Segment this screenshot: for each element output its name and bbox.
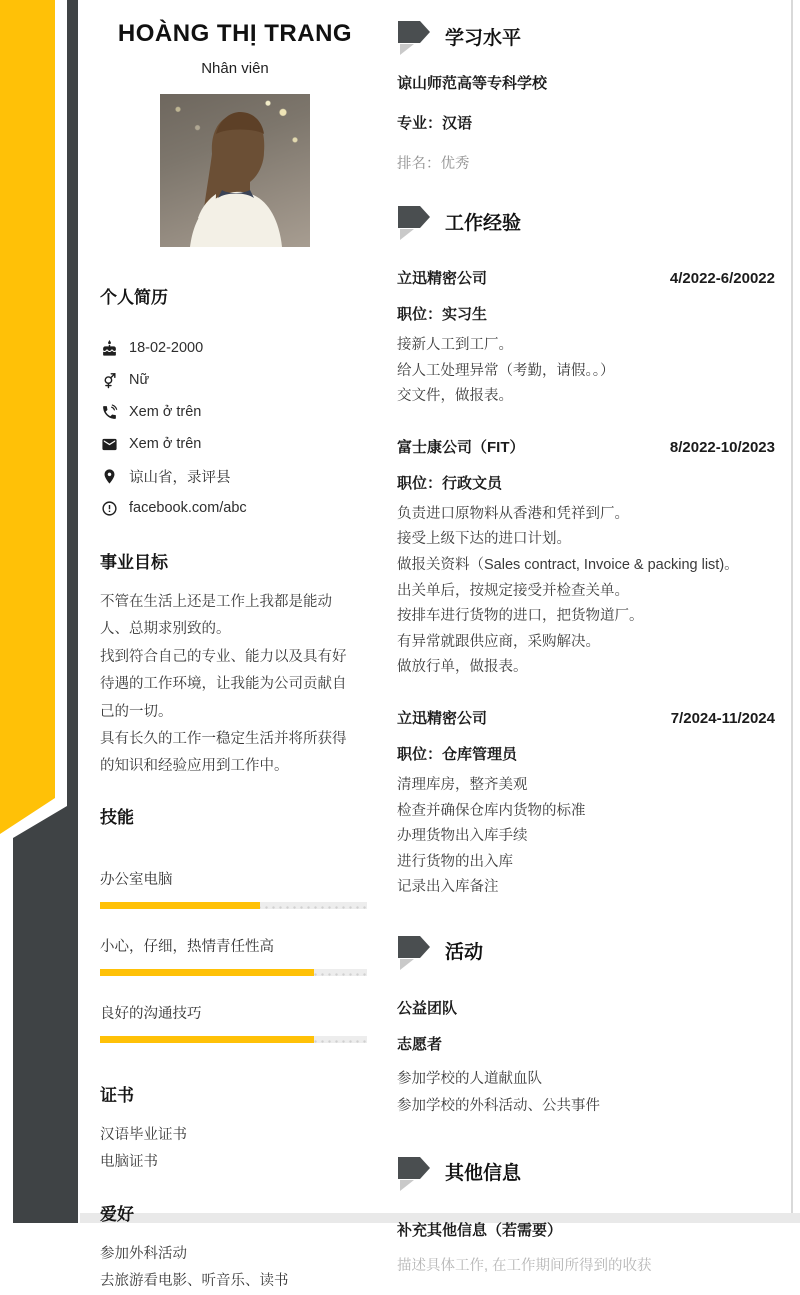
activity-role: 志愿者 <box>397 1035 443 1053</box>
activity-organization: 公益团队 <box>397 999 458 1017</box>
education-major: 专业：汉语 <box>397 115 473 132</box>
info-row-phone <box>100 396 370 428</box>
job-company: 富士康公司（FIT） <box>397 438 525 456</box>
job-position: 职位：实习生 <box>397 306 488 323</box>
job-company: 立迅精密公司 <box>397 270 488 287</box>
skill-bar <box>100 902 367 909</box>
job-position: 职位：仓库管理员 <box>397 745 518 763</box>
info-row-facebook <box>100 492 370 524</box>
skill-bar-fill <box>100 969 314 976</box>
job-line: 接新人工到工厂。 <box>397 337 513 353</box>
job-header <box>397 707 775 728</box>
job-header <box>397 436 775 457</box>
job-dates: 8/2022-10/2023 <box>669 438 775 456</box>
job-line: 做放行单，做报表。 <box>397 659 528 676</box>
job-company: 立迅精密公司 <box>397 709 488 727</box>
objective-line: 不管在生活上还是工作上我都是能动 <box>100 594 332 610</box>
objective-line: 己的一切。 <box>100 703 173 720</box>
cake-icon <box>100 339 118 357</box>
activities-heading: 活动 <box>445 942 484 964</box>
profile-heading: 个人简历 <box>100 288 168 307</box>
job-description <box>397 333 775 410</box>
page-right-divider <box>791 0 793 1215</box>
side-decor <box>0 0 80 1223</box>
section-tag-icon <box>397 931 433 971</box>
skill-bar <box>100 969 367 976</box>
job-line: 有异常就跟供应商，采购解决。 <box>397 633 600 650</box>
phone-icon <box>100 403 118 421</box>
location-icon <box>100 467 118 485</box>
candidate-name: HOÀNG THỊ TRANG <box>117 20 353 47</box>
skills-heading: 技能 <box>100 807 134 827</box>
job-position: 职位：行政文员 <box>397 474 503 492</box>
left-column <box>100 0 370 1295</box>
education-school: 谅山师范高等专科学校 <box>397 75 548 92</box>
certificates-heading: 证书 <box>100 1085 134 1105</box>
job-line: 给人工处理异常（考勤，请假。。） <box>397 362 615 379</box>
section-tag-icon <box>397 16 433 56</box>
info-row-location <box>100 460 370 492</box>
other-subheading: 补充其他信息（若需要） <box>397 1221 563 1239</box>
activity-description <box>397 1066 775 1120</box>
job-line: 接受上级下达的进口计划。 <box>397 531 571 548</box>
education-heading: 学习水平 <box>445 27 522 49</box>
right-column <box>397 0 775 1275</box>
job-line: 负责进口原物料从香港和凭祥到厂。 <box>397 505 629 522</box>
job-line: 清理库房，整齐美观 <box>397 776 528 793</box>
candidate-title: Nhân viên <box>201 60 269 77</box>
facebook-link[interactable]: facebook.com/abc <box>129 500 247 516</box>
job-line: 做报关资料（Sales contract, Invoice & packing list)。 <box>397 556 739 573</box>
education-rank: 排名：优秀 <box>397 156 470 172</box>
job-line: 记录出入库备注 <box>397 879 499 896</box>
birthday-value: 18-02-2000 <box>129 340 204 356</box>
activity-line: 参加学校的人道献血队 <box>397 1070 542 1087</box>
activities-section-header <box>397 931 775 971</box>
hobbies-heading: 爱好 <box>100 1204 134 1224</box>
profile-photo <box>160 94 310 247</box>
phone-value: Xem ở trên <box>129 404 202 420</box>
skill-label: 良好的沟通技巧 <box>100 1005 202 1022</box>
section-tag-icon <box>397 1152 433 1192</box>
info-row-email <box>100 428 370 460</box>
job-line: 检查并确保仓库内货物的标准 <box>397 802 586 819</box>
other-heading: 其他信息 <box>445 1163 522 1185</box>
info-icon <box>100 499 118 517</box>
skill-label: 办公室电脑 <box>100 871 173 888</box>
certificate-item: 汉语毕业证书 <box>100 1126 187 1143</box>
certificates-list <box>100 1122 370 1176</box>
objective-line: 人、总期求别致的。 <box>100 621 231 638</box>
hobbies-list <box>100 1241 370 1295</box>
email-value: Xem ở trên <box>129 436 202 452</box>
other-info-placeholder[interactable]: 描述具体工作, 在工作期间所得到的收获 <box>397 1257 652 1274</box>
personal-info-list <box>100 332 370 524</box>
job-entry <box>397 707 775 901</box>
job-header <box>397 267 775 288</box>
job-line: 按排车进行货物的进口，把货物道厂。 <box>397 608 644 625</box>
email-icon <box>100 435 118 453</box>
skill-bar-fill <box>100 902 260 909</box>
activity-line: 参加学校的外科活动、公共事件 <box>397 1097 600 1114</box>
certificate-item: 电脑证书 <box>100 1153 158 1170</box>
job-line: 进行货物的出入库 <box>397 853 513 870</box>
info-row-birthday <box>100 332 370 364</box>
skill-label: 小心，仔细，热情青任性高 <box>100 938 274 955</box>
objective-line: 待遇的工作环境，让我能为公司贡献自 <box>100 676 347 693</box>
objective-heading: 事业目标 <box>100 553 168 572</box>
job-description <box>397 773 775 901</box>
gender-icon <box>100 371 118 389</box>
education-section-header <box>397 16 775 56</box>
yellow-band <box>0 0 55 834</box>
job-entry <box>397 267 775 410</box>
info-row-gender <box>100 364 370 396</box>
skill-bar <box>100 1036 367 1043</box>
hobby-item: 参加外科活动 <box>100 1245 187 1262</box>
job-entry <box>397 436 775 681</box>
other-section-header <box>397 1152 775 1192</box>
job-line: 交文件，做报表。 <box>397 388 513 405</box>
objective-line: 具有长久的工作一稳定生活并将所获得 <box>100 731 347 748</box>
location-value: 谅山省，录评县 <box>129 469 231 486</box>
gender-value: Nữ <box>129 372 150 388</box>
job-description <box>397 502 775 681</box>
objective-text <box>100 589 370 781</box>
experience-heading: 工作经验 <box>445 212 522 234</box>
job-line: 办理货物出入库手续 <box>397 828 528 845</box>
section-tag-icon <box>397 201 433 241</box>
skill-bar-fill <box>100 1036 314 1043</box>
objective-line: 找到符合自己的专业、能力以及具有好 <box>100 648 347 665</box>
hobby-item: 去旅游看电影、听音乐、读书 <box>100 1272 289 1289</box>
objective-line: 的知识和经验应用到工作中。 <box>100 758 289 775</box>
portrait-silhouette <box>160 94 310 247</box>
job-dates: 4/2022-6/20022 <box>669 270 775 287</box>
experience-section-header <box>397 201 775 241</box>
job-dates: 7/2024-11/2024 <box>670 709 775 727</box>
job-line: 出关单后，按规定接受并检查关单。 <box>397 582 629 599</box>
